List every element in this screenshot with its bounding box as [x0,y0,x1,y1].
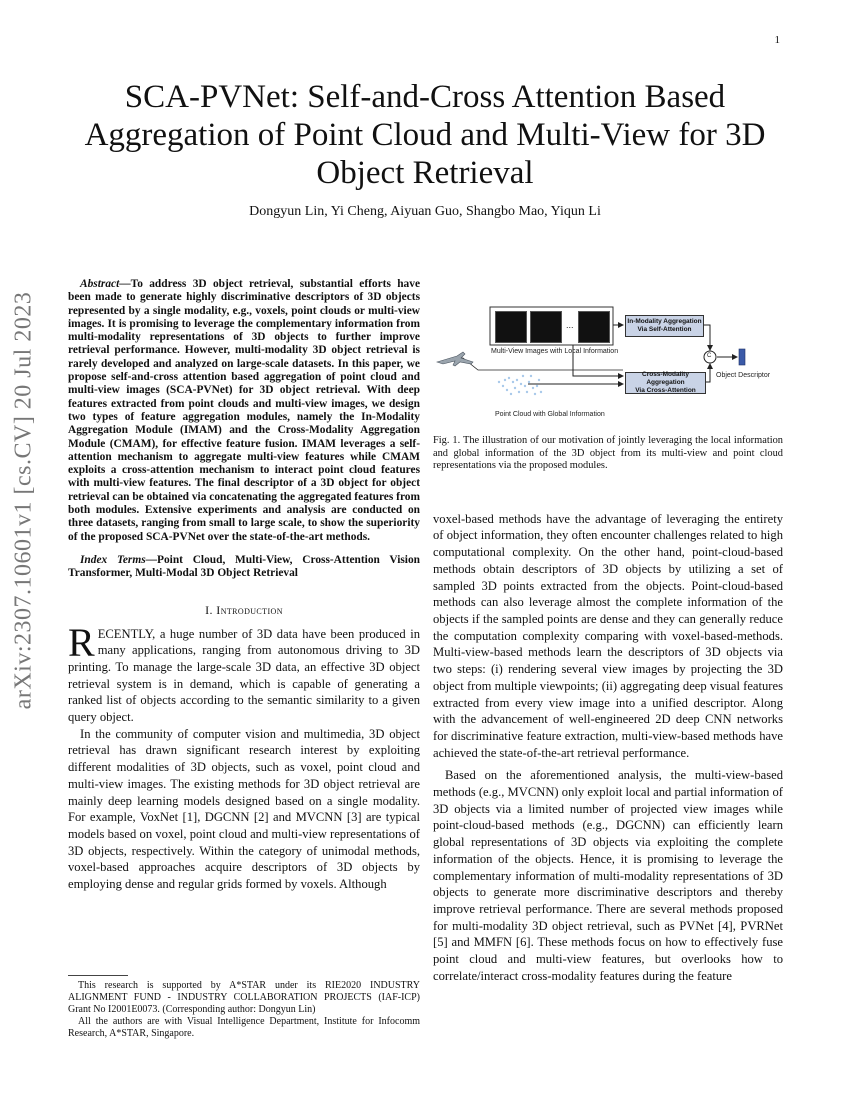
drop-cap: R [68,619,95,665]
imam-box [625,315,704,337]
section-heading-introduction: I. Introduction [205,602,283,617]
intro-paragraph-1-text: ECENTLY, a huge number of 3D data have been produced in many applications, ranging from autonomous driving to 3D printing. To manage the large-scale 3D data, an effective 3D object retrieval system is in demand, which is capable of generating a ranked list of objects according to the semantic similarity to a given query object. [68,626,420,725]
view-image-2 [530,311,562,343]
right-paragraph-1: voxel-based methods have the advantage of leveraging the entirety of object information, they often encounter challenges related to high computational complexity. On the other hand, point-cloud-based methods obtain descriptors of 3D objects by utilizing a set of sampled 3D points extracted from the objects. Point-cloud-based methods can also leverage almost the complete information of the objects if the sampled points are dense and they can generally reduce the computation complexity comparing with voxel-based-methods. Multi-view-based methods learn the descriptors of 3D objects via two steps: (i) rendering several view images by projecting the 3D object from multiple viewpoints; (ii) aggregating deep visual features extracted from every view image into a unified descriptor. Along with the advancement of well-engineered 2D deep CNN networks for discriminative feature extraction, multi-view-based methods have achieved the state-of-the-art retrieval performance. [433,511,783,760]
page-number: 1 [774,34,780,46]
figure-1-caption: Fig. 1. The illustration of our motivation of jointly leveraging the local information and global information of the 3D object from its multi-view and point cloud representations via the proposed modules. [433,435,783,472]
point-cloud-label: Point Cloud with Global Information [495,411,605,418]
arrow-object-to-pc-guide [453,358,623,370]
descriptor-bar [739,349,745,365]
concat-symbol: C [707,353,712,359]
imam-line-2: Via Self-Attention [637,326,692,333]
object-descriptor-label: Object Descriptor [716,372,771,379]
author-list: Dongyun Lin, Yi Cheng, Aiyuan Guo, Shangbo Mao, Yiqun Li [249,204,601,219]
cmam-box [625,372,706,394]
point-cloud-points [498,375,542,395]
arxiv-identifier [2,291,46,709]
arrow-imam-to-concat [703,325,710,350]
index-terms-label: Index Terms [80,553,146,566]
right-paragraph-2: Based on the aforementioned analysis, the multi-view-based methods (e.g., MVCNN) only exploit local and partial information of 3D objects via a limited number of projected view images while point-cloud-based methods (e.g., DGCNN) can efficiently learn global representations of 3D objects via exploiting the complete information of the objects. Hence, it is promising to leverage the complementary information of multi-modality representations of 3D objects to generate more discriminative descriptors and thereby improve retrieval performance. There are several methods proposed for multi-modality 3D object retrieval, such as PVNet [4], PVRNet [5] and MMFN [6]. These methods focus on how to effectively fuse point cloud and multi-view features, but overlooks how to correlate/interact cross-modality features during the feature [433,768,783,983]
index-terms [68,554,420,581]
paper-title: SCA-PVNet: Self-and-Cross Attention Based Aggregation of Point Cloud and Multi-View for 3D Object Retrieval [84,79,766,191]
cmam-line-2: Via Cross-Attention [635,387,696,394]
right-column [433,300,783,984]
footnotes [68,975,420,1040]
intro-paragraph-2: In the community of computer vision and multimedia, 3D object retrieval has drawn significant research interest by exploiting different modalities of 3D objects, such as voxel, point cloud and multi-view images. The existing methods for 3D object retrieval are mainly deep learning models designed based on a single modality. For example, VoxNet [1], DGCNN [2] and MVCNN [3] are typical models based on voxel, point cloud and multi-view representations of 3D objects, respectively. Within the category of unimodal methods, voxel-based approaches acquire descriptors of 3D objects by employing dense and regular grids formed by voxels. Although [68,726,420,892]
abstract-label: Abstract [80,278,120,290]
imam-line-1: In-Modality Aggregation [627,318,702,325]
footnote-funding: This research is supported by A*STAR under its RIE2020 INDUSTRY ALIGNMENT FUND - INDUSTRY COLLABORATION PROJECTS (IAF-ICP) Grant No I2001E0073. (Corresponding author: Dongyun Lin) [68,980,420,1015]
view-image-1 [495,311,527,343]
index-terms-text: —Point Cloud, Multi-View, Cross-Attention Vision Transformer, Multi-Modal 3D Object Retrieval [68,553,420,580]
figure-1 [433,300,783,435]
view-image-3 [578,311,610,343]
airplane-object [437,352,473,366]
view-ellipsis: ... [566,320,574,330]
cmam-line-1: Cross-Modality Aggregation [642,371,689,386]
abstract [68,278,420,544]
abstract-text: —To address 3D object retrieval, substantial efforts have been made to generate highly discriminative descriptors of 3D objects represented by a single modality, e.g., voxels, point clouds or multi-view images. It is promising to leverage the complementary information from multi-modality representations of 3D objects to further improve retrieval performance. However, multi-modality 3D object retrieval is rarely developed and analyzed on large-scale datasets. In this paper, we propose self-and-cross attention based aggregation of point cloud and multi-view images (SCA-PVNet) for 3D object retrieval. With deep features extracted from point clouds and multi-view images, we design two types of feature aggregation modules, namely the In-Modality Aggregation Module (IMAM) and the Cross-Modality Aggregation Module (CMAM), for effective feature fusion. IMAM leverages a self-attention mechanism to aggregate multi-view features while CMAM exploits a cross-attention mechanism to interact point cloud features with multi-view features. The final descriptor of a 3D object for object retrieval can be obtained via concatenating the aggregated features from both modules. Extensive experiments and analysis are conducted on three datasets, ranging from small to large scale, to show the superiority of the proposed SCA-PVNet over the state-of-the-art methods. [68,278,420,543]
arxiv-identifier-text: arXiv:2307.10601v1 [cs.CV] 20 Jul 2023 [10,291,37,709]
footnote-rule [68,975,128,976]
multi-view-label: Multi-View Images with Local Information [491,348,619,355]
footnote-affiliation: All the authors are with Visual Intelligence Department, Institute for Infocomm Research, A*STAR, Singapore. [68,1016,420,1039]
left-column [68,278,420,893]
intro-paragraph-1 [68,619,420,726]
